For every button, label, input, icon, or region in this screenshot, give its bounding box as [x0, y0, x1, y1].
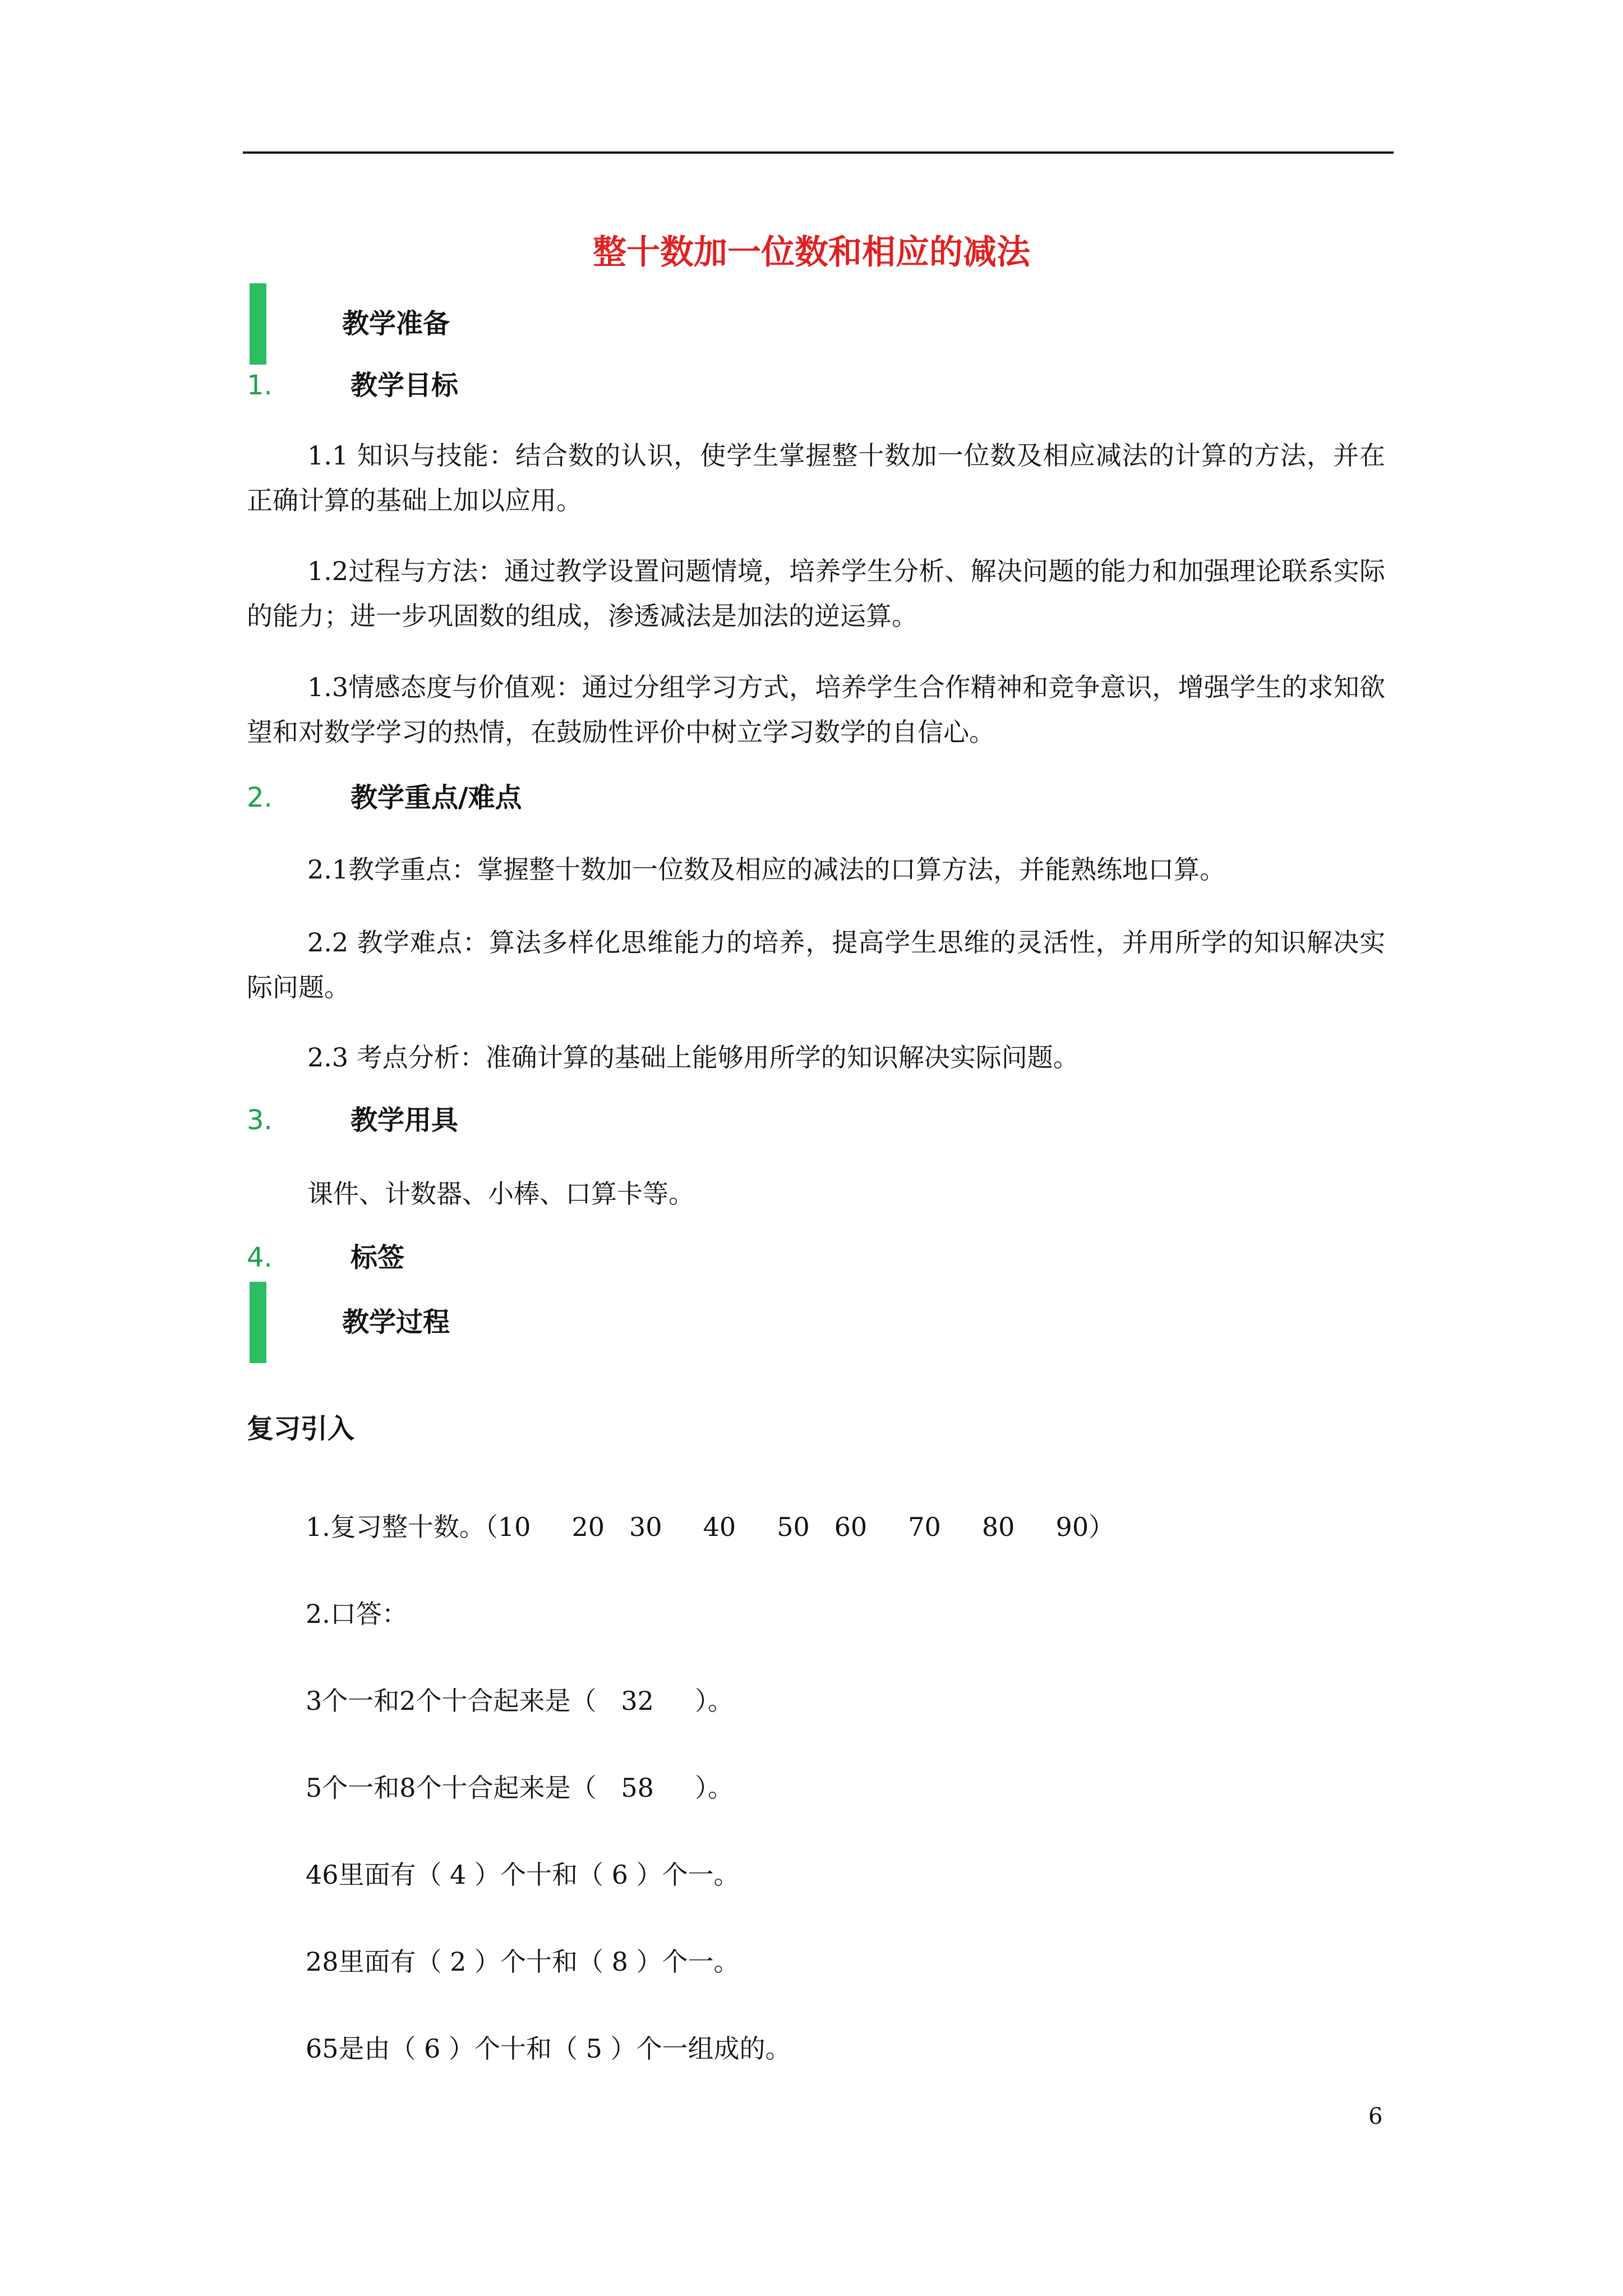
paragraph-teaching-tools: 课件、计数器、小棒、口算卡等。: [307, 1179, 694, 1209]
item-label: 教学用具: [351, 1105, 459, 1136]
item-number: 2.: [247, 782, 273, 813]
paragraph-key-point: 2.1教学重点：掌握整十数加一位数及相应的减法的口算方法，并能熟练地口算。: [307, 854, 1226, 885]
document-title: 整十数加一位数和相应的减法: [593, 233, 1030, 272]
item-heading-2: [247, 780, 522, 816]
review-line: 65是由（ 6 ）个十和（ 5 ）个一组成的。: [306, 2033, 791, 2064]
review-line: 28里面有（ 2 ）个十和（ 8 ）个一。: [306, 1947, 740, 1977]
item-number: 1.: [247, 370, 273, 401]
item-heading-3: [247, 1102, 458, 1138]
item-number: 4.: [247, 1242, 273, 1273]
section-marker-bar: [250, 283, 266, 365]
paragraph-difficulty: 2.2 教学难点：算法多样化思维能力的培养，提高学生思维的灵活性，并用所学的知识解决实际问题。: [247, 927, 1385, 1002]
paragraph-knowledge-skills: 1.1 知识与技能：结合数的认识，使学生掌握整十数加一位数及相应减法的计算的方法，并在正确计算的基础上加以应用。: [247, 440, 1385, 516]
review-line: 3个一和2个十合起来是（ 32 ）。: [306, 1686, 734, 1716]
item-label: 教学目标: [351, 370, 459, 401]
page-number: 6: [1368, 2104, 1383, 2129]
review-line: 46里面有（ 4 ）个十和（ 6 ）个一。: [306, 1860, 740, 1890]
section-heading-process: 教学过程: [342, 1306, 450, 1338]
item-label: 教学重点/难点: [351, 782, 522, 813]
paragraph-attitude-values: 1.3情感态度与价值观：通过分组学习方式，培养学生合作精神和竞争意识，增强学生的求知欲望和对数学学习的热情，在鼓励性评价中树立学习数学的自信心。: [247, 672, 1385, 747]
header-rule: [243, 151, 1394, 154]
section-heading-prep: 教学准备: [342, 308, 450, 339]
review-heading: 复习引入: [247, 1413, 355, 1444]
review-line: 2.口答：: [306, 1599, 408, 1629]
paragraph-process-method: 1.2过程与方法：通过教学设置问题情境，培养学生分析、解决问题的能力和加强理论联系实际的能力；进一步巩固数的组成，渗透减法是加法的逆运算。: [247, 556, 1385, 631]
review-line: 1.复习整十数。（10 20 30 40 50 60 70 80 90）: [306, 1512, 1115, 1542]
section-marker-bar: [250, 1282, 266, 1363]
item-heading-4: [247, 1240, 404, 1276]
item-label: 标签: [351, 1242, 405, 1273]
review-line: 5个一和8个十合起来是（ 58 ）。: [306, 1773, 734, 1803]
item-heading-1: [247, 367, 458, 403]
item-number: 3.: [247, 1105, 273, 1136]
paragraph-exam-analysis: 2.3 考点分析：准确计算的基础上能够用所学的知识解决实际问题。: [307, 1042, 1079, 1073]
